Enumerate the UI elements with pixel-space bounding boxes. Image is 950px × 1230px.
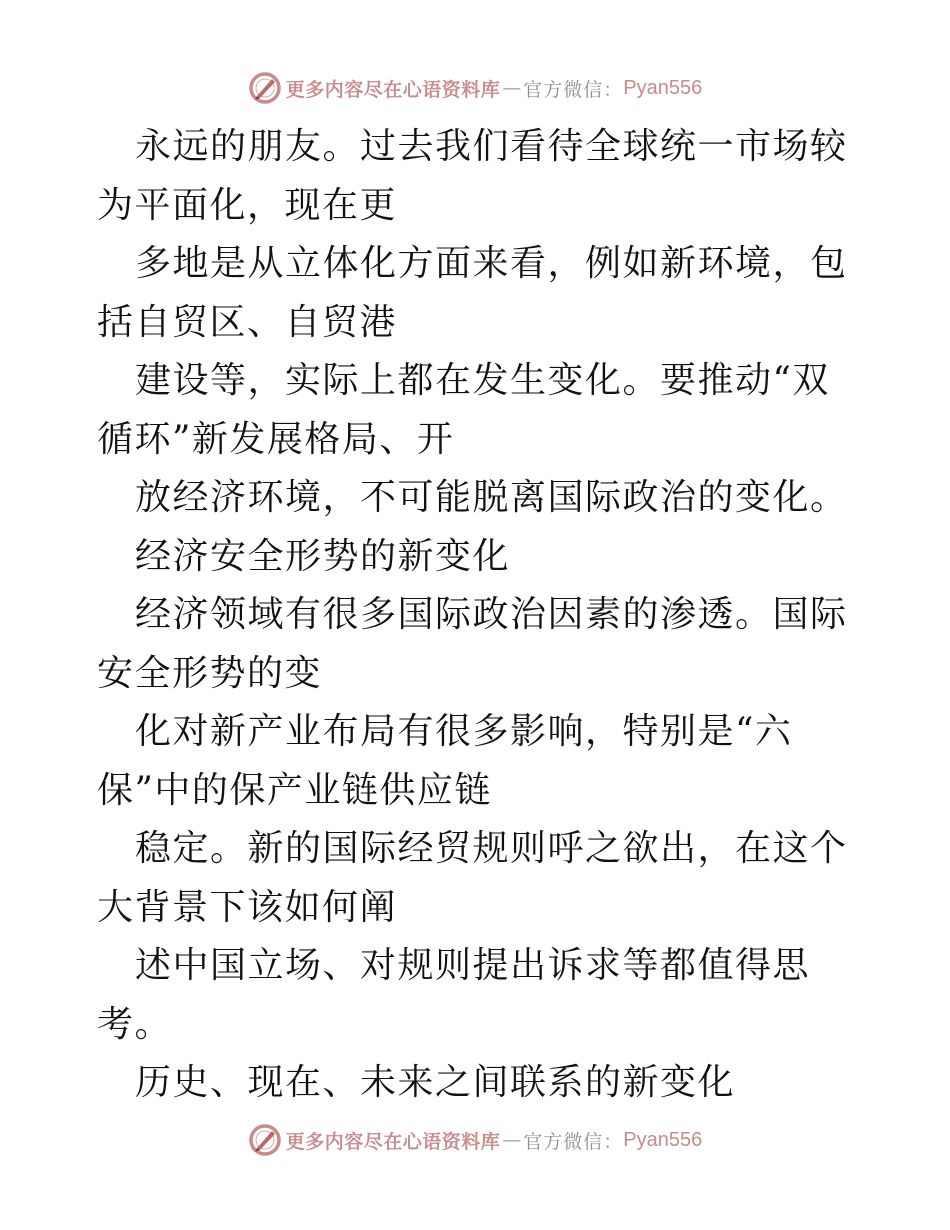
- paragraph-line: 放经济环境，不可能脱离国际政治的变化。: [135, 477, 848, 518]
- paragraph-line: 建设等，实际上都在发生变化。要推动“双循环”新发展格局、开: [97, 360, 830, 460]
- section-heading: 经济安全形势的新变化: [135, 535, 511, 577]
- watermark-site-text: 更多内容尽在心语资料库: [285, 78, 501, 101]
- header-watermark: [0, 68, 950, 108]
- paragraph-line: 永远的朋友。过去我们看待全球统一市场较为平面化，现在更: [97, 126, 848, 226]
- footer-watermark: [0, 1120, 950, 1160]
- paragraph-line: 经济领域有很多国际政治因素的渗透。国际安全形势的变: [97, 594, 848, 694]
- document-body: [97, 118, 853, 1113]
- paragraph-line: 述中国立场、对规则提出诉求等都值得思考。: [97, 945, 811, 1045]
- quill-logo-icon: [248, 1123, 282, 1157]
- quill-logo-icon: [248, 71, 282, 105]
- paragraph-line: 多地是从立体化方面来看，例如新环境，包括自贸区、自贸港: [97, 243, 848, 343]
- watermark-wechat-label: 官方微信：: [523, 1130, 624, 1153]
- paragraph-line: 稳定。新的国际经贸规则呼之欲出，在这个大背景下该如何阐: [97, 828, 848, 928]
- section-heading: 历史、现在、未来之间联系的新变化: [135, 1062, 736, 1103]
- watermark-dash: —: [502, 1129, 522, 1151]
- watermark-wechat-id: Pyan556: [623, 1128, 703, 1151]
- watermark-wechat-label: 官方微信：: [523, 78, 624, 101]
- watermark-site-text: 更多内容尽在心语资料库: [285, 1130, 501, 1153]
- watermark-wechat-id: Pyan556: [623, 76, 703, 99]
- paragraph-line: 化对新产业布局有很多影响，特别是“六保”中的保产业链供应链: [97, 711, 793, 811]
- watermark-dash: —: [502, 77, 522, 99]
